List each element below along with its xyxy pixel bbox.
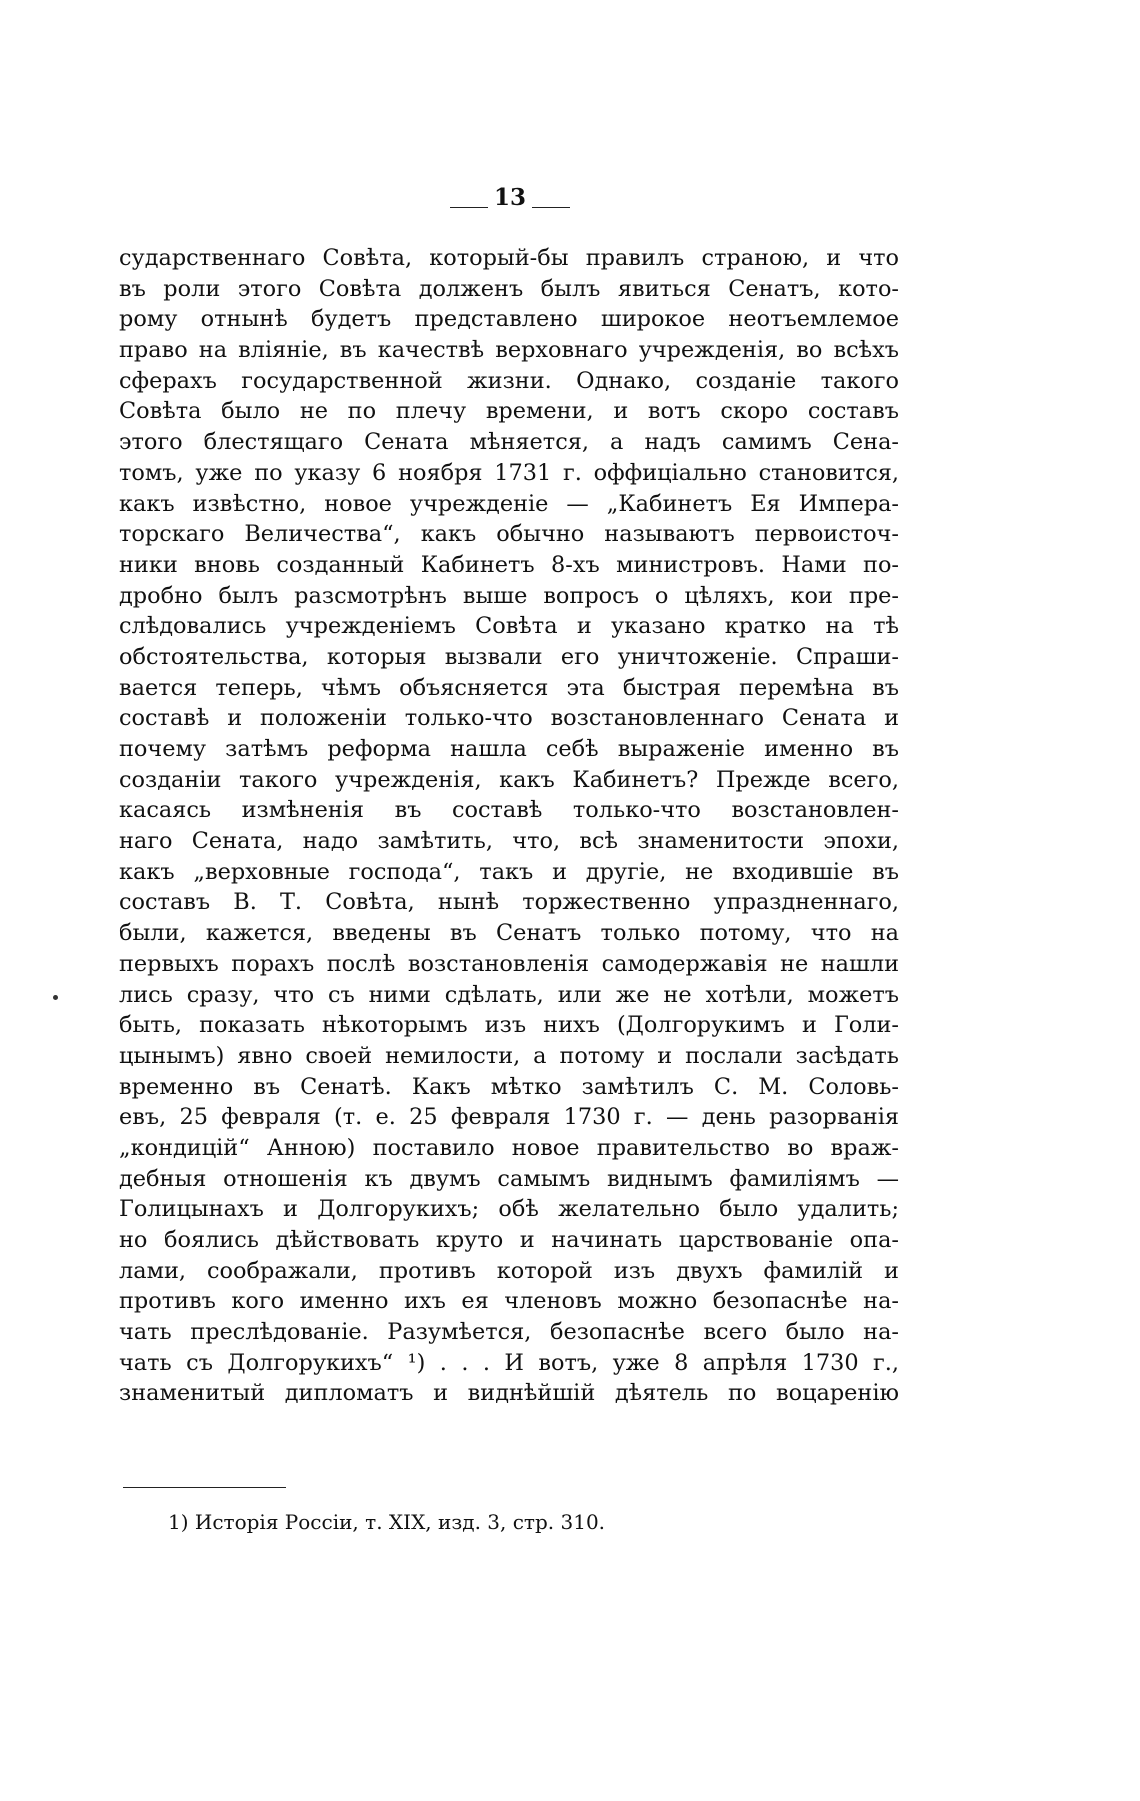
scan-speck: [53, 995, 58, 1000]
text-line: этого блестящаго Сената мѣняется, а надъ самимъ Сена-: [119, 429, 899, 456]
text-line: составъ В. Т. Совѣта, нынѣ торжественно упраздненнаго,: [119, 889, 899, 916]
footnote: 1) Исторія Россіи, т. XIX, изд. 3, стр. 310.: [168, 1510, 606, 1534]
text-line: „кондицій“ Анною) поставило новое правительство во враж-: [119, 1134, 899, 1161]
text-line: торскаго Величества“, какъ обычно называютъ первоисточ-: [119, 521, 899, 548]
text-line: наго Сената, надо замѣтить, что, всѣ знаменитости эпохи,: [119, 828, 899, 855]
text-line: томъ, уже по указу 6 ноября 1731 г. оффиціально становится,: [119, 459, 899, 486]
text-line: слѣдовались учрежденіемъ Совѣта и указано кратко на тѣ: [119, 613, 899, 640]
text-line: дробно былъ разсмотрѣнъ выше вопросъ о цѣляхъ, кои пре-: [119, 582, 899, 609]
text-line: почему затѣмъ реформа нашла себѣ выраженіе именно въ: [119, 736, 899, 762]
text-line: знаменитый дипломатъ и виднѣйшій дѣятель по воцаренію: [119, 1380, 899, 1407]
text-line: были, кажется, введены въ Сенатъ только потому, что на: [119, 920, 899, 947]
page-number-rule-left: [450, 207, 488, 208]
text-line: чать съ Долгорукихъ“ ¹) . . . И вотъ, уже 8 апрѣля 1730 г.,: [119, 1349, 899, 1376]
text-line: быть, показать нѣкоторымъ изъ нихъ (Долгорукимъ и Голи-: [119, 1012, 899, 1039]
text-line: Совѣта было не по плечу времени, и вотъ скоро составъ: [119, 398, 899, 425]
text-line: составѣ и положеніи только-что возстановленнаго Сената и: [119, 705, 899, 732]
text-line: какъ „верховные господа“, такъ и другіе, не входившіе въ: [119, 858, 899, 885]
text-line: первыхъ порахъ послѣ возстановленія самодержавія не нашли: [119, 950, 899, 977]
footnote-divider: [123, 1487, 286, 1488]
page-number-rule-right: [532, 207, 570, 208]
text-line: право на вліяніе, въ качествѣ верховнаго учрежденія, во всѣхъ: [119, 337, 899, 364]
text-line: касаясь измѣненія въ составѣ только-что возстановлен-: [119, 797, 899, 824]
text-line: ники вновь созданный Кабинетъ 8-хъ министровъ. Нами по-: [119, 551, 899, 578]
text-line: но боялись дѣйствовать круто и начинать царствованіе опа-: [119, 1227, 899, 1253]
text-line: противъ кого именно ихъ ея членовъ можно безопаснѣе на-: [119, 1288, 899, 1315]
text-line: Голицынахъ и Долгорукихъ; обѣ желательно было удалить;: [119, 1196, 899, 1223]
text-line: дебныя отношенія къ двумъ самымъ виднымъ фамиліямъ —: [119, 1165, 899, 1192]
text-line: какъ извѣстно, новое учрежденіе — „Кабинетъ Ея Импера-: [119, 490, 899, 517]
text-line: обстоятельства, которыя вызвали его уничтоженіе. Спраши-: [119, 643, 899, 670]
text-line: чать преслѣдованіе. Разумѣется, безопаснѣе всего было на-: [119, 1319, 899, 1346]
text-line: цынымъ) явно своей немилости, а потому и послали засѣдать: [119, 1042, 899, 1069]
page-number-value: 13: [493, 184, 526, 211]
text-line: вается теперь, чѣмъ объясняется эта быстрая перемѣна въ: [119, 674, 899, 701]
text-line: евъ, 25 февраля (т. е. 25 февраля 1730 г. — день разорванія: [119, 1104, 899, 1131]
text-line: созданіи такого учрежденія, какъ Кабинетъ? Прежде всего,: [119, 766, 899, 793]
text-line: лами, соображали, противъ которой изъ двухъ фамилій и: [119, 1257, 899, 1284]
text-line: сферахъ государственной жизни. Однако, созданіе такого: [119, 367, 899, 394]
text-line: лись сразу, что съ ними сдѣлать, или же не хотѣли, можетъ: [119, 981, 899, 1008]
body-text: [119, 243, 899, 1409]
text-line: рому отнынѣ будетъ представлено широкое неотъемлемое: [119, 306, 899, 333]
text-line: временно въ Сенатѣ. Какъ мѣтко замѣтилъ С. М. Соловь-: [119, 1073, 899, 1100]
text-line: въ роли этого Совѣта долженъ былъ явиться Сенатъ, кото-: [119, 275, 899, 302]
page-number: [440, 183, 580, 213]
text-line: сударственнаго Совѣта, который-бы правилъ страною, и что: [119, 245, 899, 271]
